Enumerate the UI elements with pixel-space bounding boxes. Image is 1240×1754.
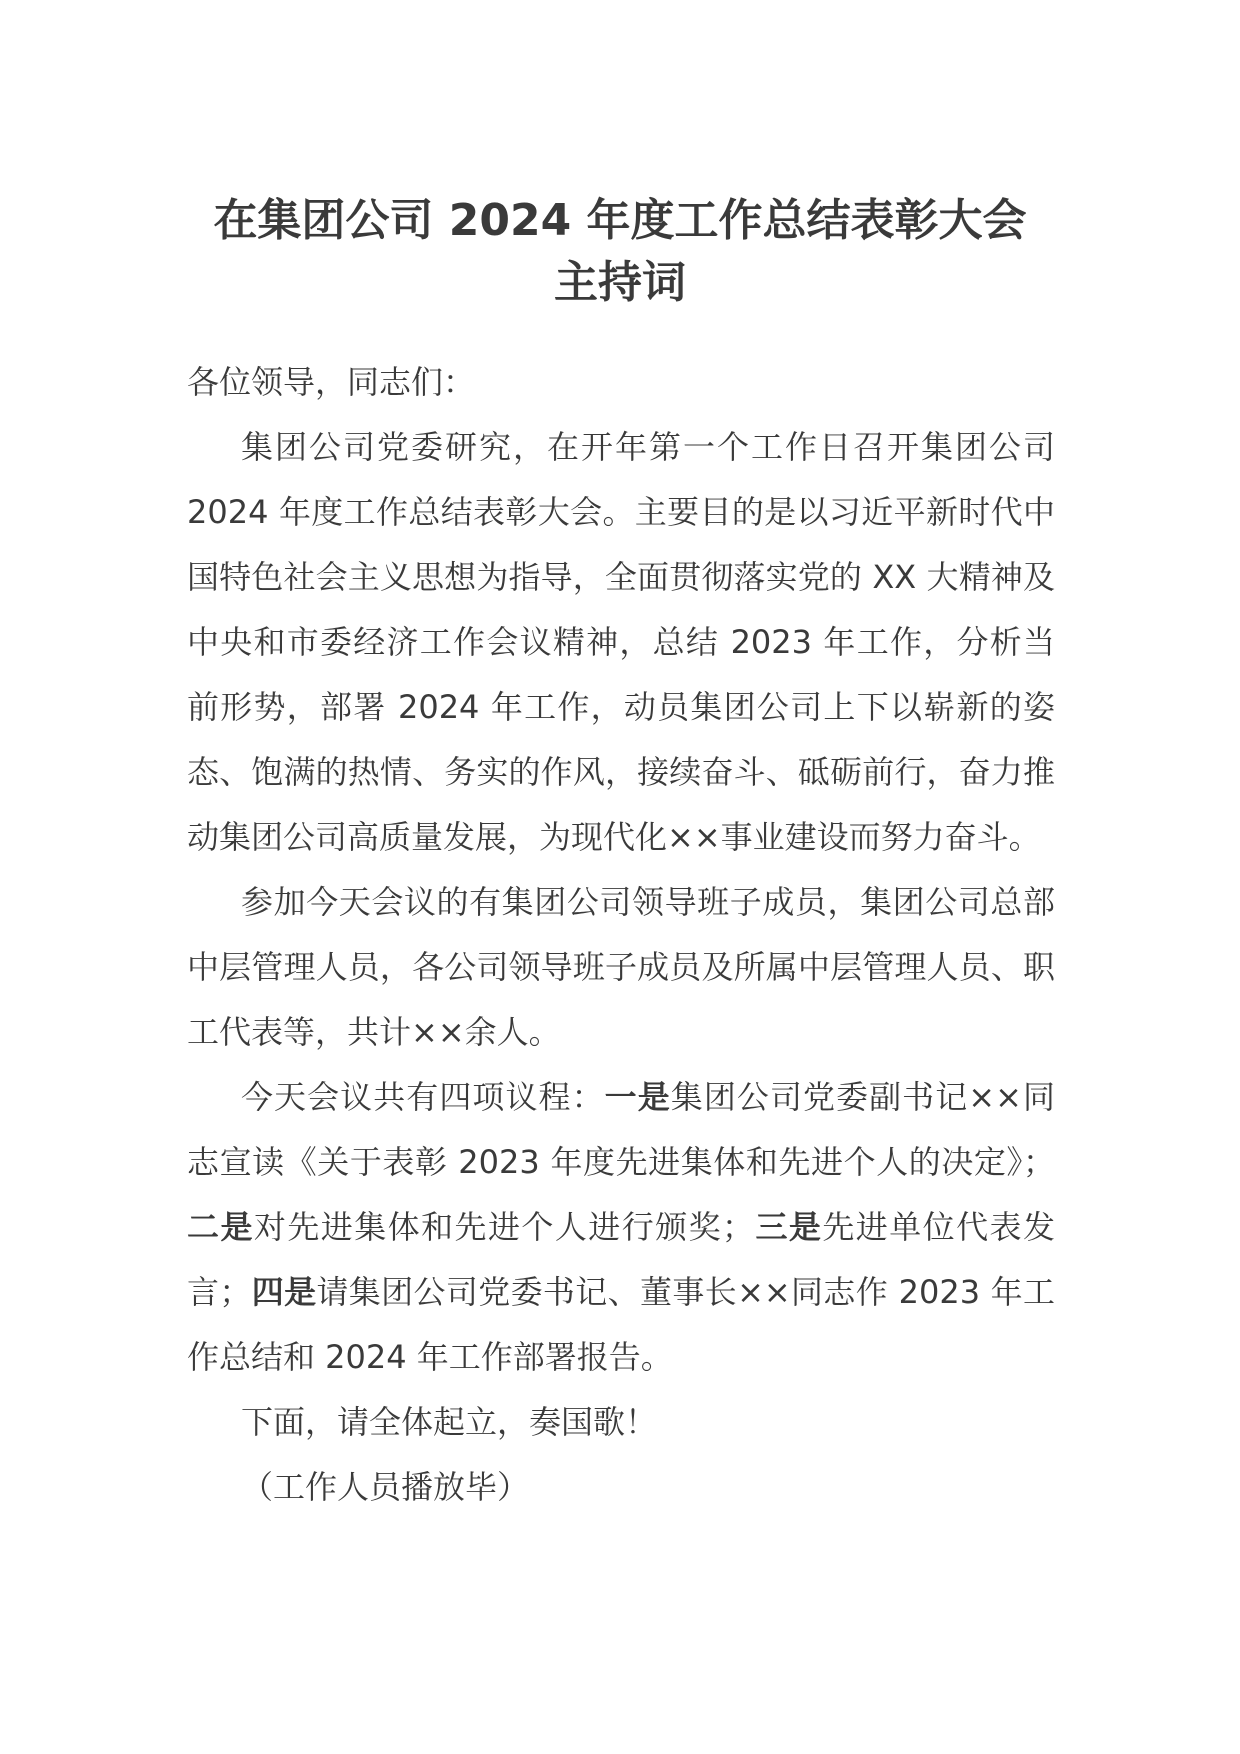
agenda-item-1-label: 一是 bbox=[604, 1078, 671, 1116]
agenda-item-3-label: 三是 bbox=[754, 1208, 823, 1246]
agenda-item-2-label: 二是 bbox=[187, 1208, 254, 1246]
paragraph-stage-note: （工作人员播放毕） bbox=[241, 1468, 530, 1506]
document-body bbox=[187, 350, 1055, 1520]
agenda-item-1-text: 集团公司党委副书记××同志宣读《关于表彰 2023 年度先进集体和先进个人的决定》； bbox=[187, 1078, 1055, 1181]
paragraph-agenda bbox=[187, 1065, 1055, 1390]
agenda-intro: 今天会议共有四项议程： bbox=[241, 1078, 605, 1116]
title-line-2: 主持词 bbox=[554, 257, 686, 308]
salutation: 各位领导，同志们： bbox=[187, 363, 476, 401]
paragraph-attendees: 参加今天会议的有集团公司领导班子成员，集团公司总部中层管理人员，各公司领导班子成员及所属中层管理人员、职工代表等，共计××余人。 bbox=[187, 883, 1055, 1051]
agenda-item-3-text: 先进单位代表发言； bbox=[187, 1208, 1055, 1311]
paragraph-anthem: 下面，请全体起立，奏国歌！ bbox=[241, 1403, 658, 1441]
document-title bbox=[150, 190, 1090, 314]
agenda-item-4-text: 请集团公司党委书记、董事长××同志作 2023 年工作总结和 2024 年工作部署报告。 bbox=[187, 1273, 1055, 1376]
paragraph-purpose: 集团公司党委研究，在开年第一个工作日召开集团公司 2024 年度工作总结表彰大会。主要目的是以习近平新时代中国特色社会主义思想为指导，全面贯彻落实党的 XX 大精神及中央和市委经济工作会议精神，总结 2023 年工作，分析当前形势，部署 2024 年工作，动员集团公司上下以崭新的姿态、饱满的热情、务实的作风，接续奋斗、砥砺前行，奋力推动集团公司高质量发展，为现代化××事业建设而努力奋斗。 bbox=[187, 428, 1055, 856]
agenda-item-4-label: 四是 bbox=[251, 1273, 317, 1311]
agenda-item-2-text: 对先进集体和先进个人进行颁奖； bbox=[253, 1208, 755, 1246]
title-line-1: 在集团公司 2024 年度工作总结表彰大会 bbox=[213, 195, 1027, 246]
